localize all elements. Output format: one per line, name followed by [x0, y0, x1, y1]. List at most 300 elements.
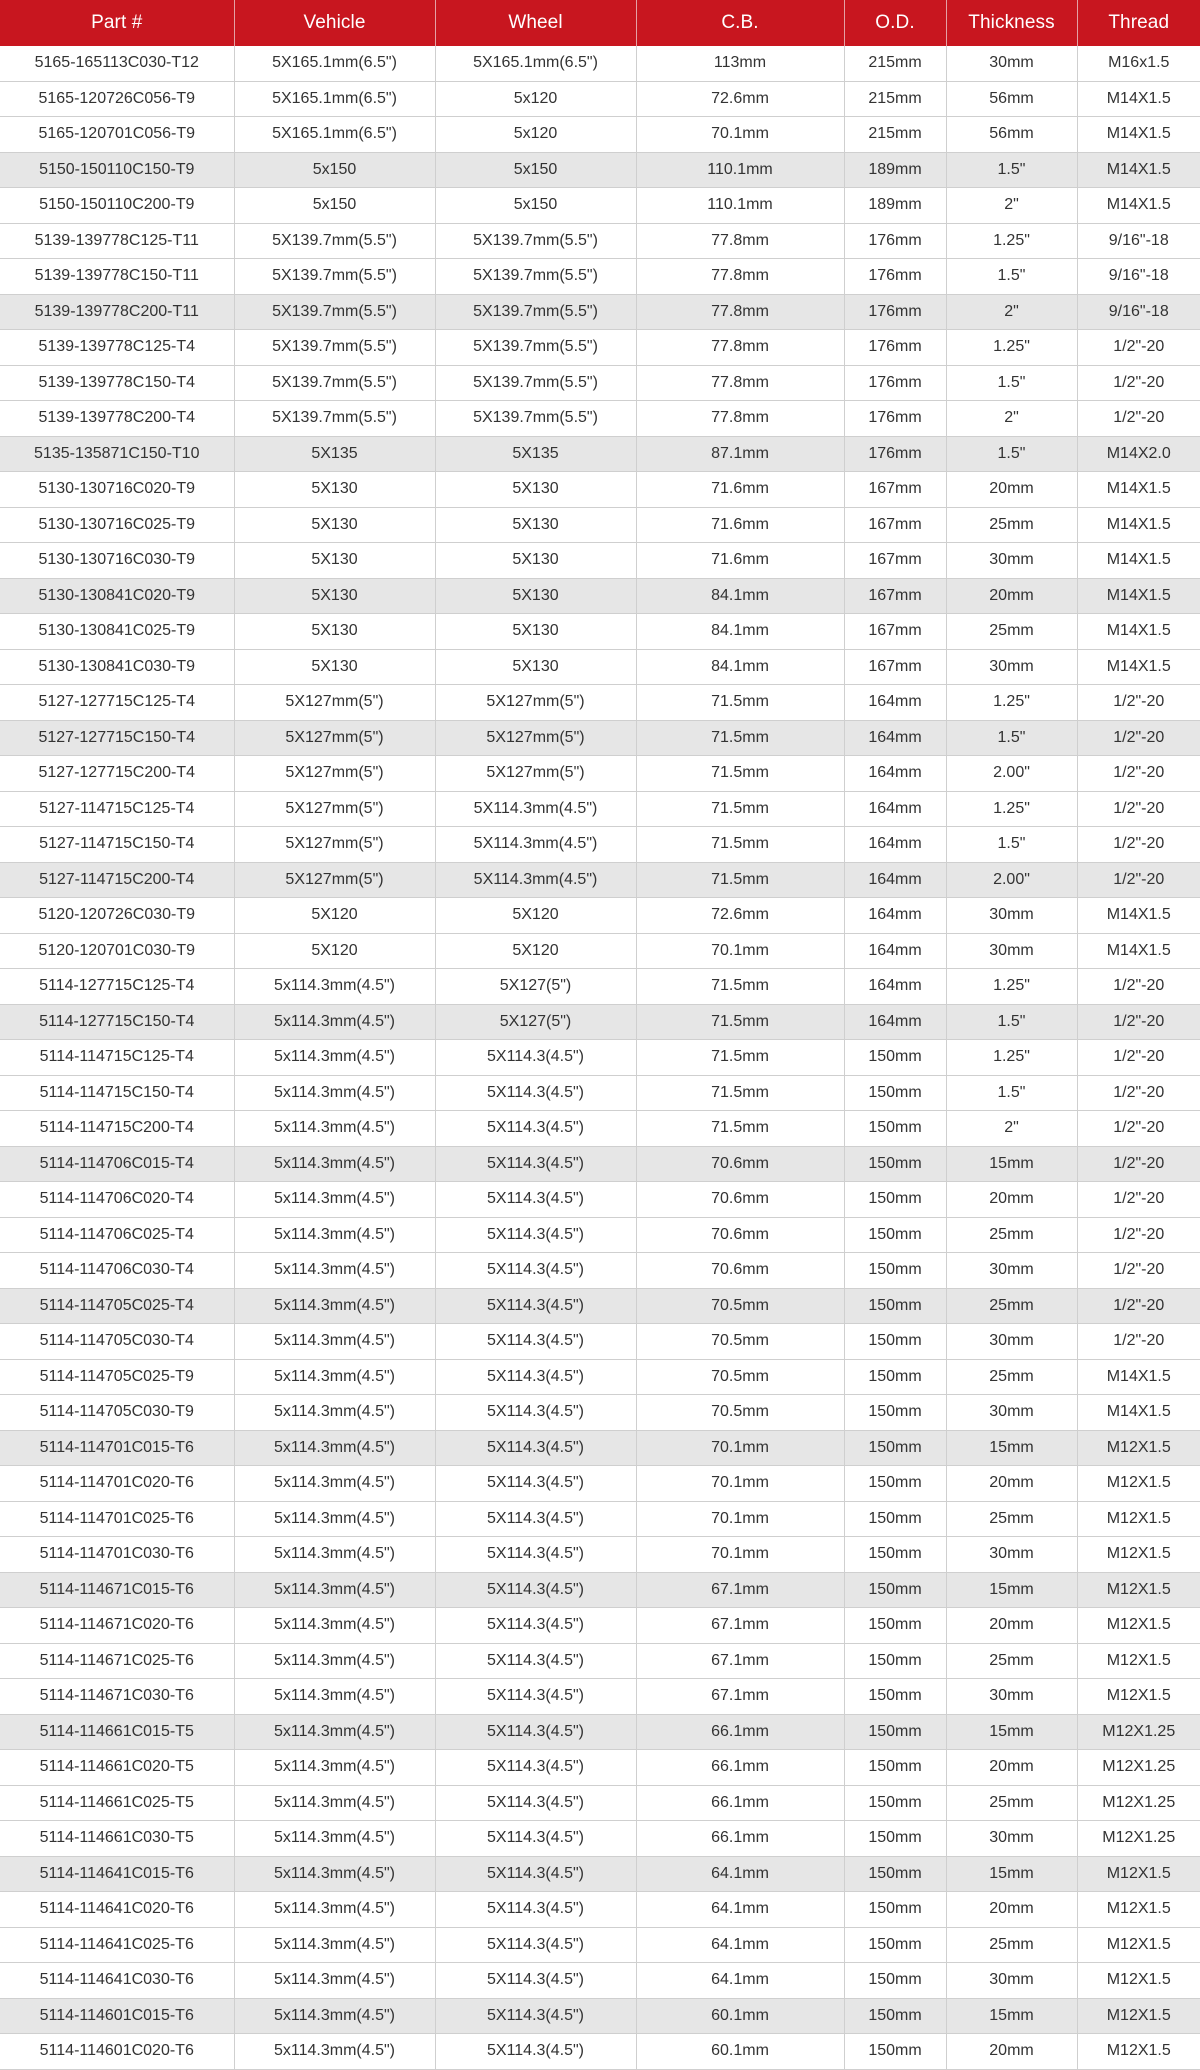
table-row	[0, 330, 1200, 366]
outer-diameter-cell: 167mm	[844, 507, 946, 543]
wheel-cell: 5X139.7mm(5.5")	[435, 223, 636, 259]
thickness-cell: 15mm	[946, 1998, 1077, 2034]
center-bore-cell: 67.1mm	[636, 1572, 844, 1608]
vehicle-cell: 5X127mm(5")	[234, 827, 435, 863]
thread-cell: M12X1.5	[1077, 1927, 1200, 1963]
thickness-cell: 2"	[946, 401, 1077, 437]
vehicle-cell: 5x114.3mm(4.5")	[234, 1182, 435, 1218]
part-number-cell: 5165-120726C056-T9	[0, 81, 234, 117]
thread-cell: 1/2"-20	[1077, 1253, 1200, 1289]
thread-cell: 1/2"-20	[1077, 756, 1200, 792]
outer-diameter-cell: 215mm	[844, 46, 946, 81]
center-bore-cell: 67.1mm	[636, 1608, 844, 1644]
thickness-cell: 15mm	[946, 1714, 1077, 1750]
center-bore-cell: 70.5mm	[636, 1324, 844, 1360]
part-number-cell: 5130-130841C030-T9	[0, 649, 234, 685]
column-header-wheel: Wheel	[435, 0, 636, 46]
vehicle-cell: 5x114.3mm(4.5")	[234, 1324, 435, 1360]
wheel-cell: 5X114.3(4.5")	[435, 1963, 636, 1999]
thread-cell: 1/2"-20	[1077, 1288, 1200, 1324]
table-body	[0, 46, 1200, 2069]
part-number-cell: 5114-114641C015-T6	[0, 1856, 234, 1892]
thread-cell: 1/2"-20	[1077, 1217, 1200, 1253]
thread-cell: 1/2"-20	[1077, 685, 1200, 721]
vehicle-cell: 5X130	[234, 472, 435, 508]
part-number-cell: 5127-114715C150-T4	[0, 827, 234, 863]
part-number-cell: 5139-139778C125-T4	[0, 330, 234, 366]
part-number-cell: 5114-114715C125-T4	[0, 1040, 234, 1076]
thickness-cell: 1.5"	[946, 1004, 1077, 1040]
outer-diameter-cell: 189mm	[844, 188, 946, 224]
thickness-cell: 56mm	[946, 117, 1077, 153]
table-row	[0, 685, 1200, 721]
thread-cell: M14X1.5	[1077, 578, 1200, 614]
thickness-cell: 1.5"	[946, 827, 1077, 863]
wheel-cell: 5X127(5")	[435, 969, 636, 1005]
vehicle-cell: 5x114.3mm(4.5")	[234, 1643, 435, 1679]
table-row	[0, 1040, 1200, 1076]
vehicle-cell: 5X130	[234, 614, 435, 650]
thread-cell: 1/2"-20	[1077, 862, 1200, 898]
thread-cell: M12X1.5	[1077, 1856, 1200, 1892]
table-row	[0, 578, 1200, 614]
vehicle-cell: 5x150	[234, 188, 435, 224]
table-row	[0, 1998, 1200, 2034]
thread-cell: 1/2"-20	[1077, 1040, 1200, 1076]
outer-diameter-cell: 150mm	[844, 1395, 946, 1431]
table-row	[0, 1395, 1200, 1431]
thickness-cell: 30mm	[946, 1821, 1077, 1857]
outer-diameter-cell: 150mm	[844, 1217, 946, 1253]
center-bore-cell: 70.1mm	[636, 117, 844, 153]
center-bore-cell: 64.1mm	[636, 1892, 844, 1928]
wheel-cell: 5X114.3(4.5")	[435, 1643, 636, 1679]
table-row	[0, 1217, 1200, 1253]
wheel-cell: 5X114.3(4.5")	[435, 1359, 636, 1395]
column-header-part-number: Part #	[0, 0, 234, 46]
outer-diameter-cell: 150mm	[844, 1288, 946, 1324]
vehicle-cell: 5x114.3mm(4.5")	[234, 1430, 435, 1466]
thread-cell: M12X1.5	[1077, 1501, 1200, 1537]
thread-cell: M12X1.5	[1077, 1998, 1200, 2034]
center-bore-cell: 60.1mm	[636, 2034, 844, 2070]
thread-cell: M14X1.5	[1077, 649, 1200, 685]
wheel-cell: 5X127(5")	[435, 1004, 636, 1040]
thread-cell: M12X1.5	[1077, 1572, 1200, 1608]
outer-diameter-cell: 167mm	[844, 649, 946, 685]
wheel-cell: 5X120	[435, 898, 636, 934]
thread-cell: M14X1.5	[1077, 933, 1200, 969]
part-number-cell: 5114-114601C020-T6	[0, 2034, 234, 2070]
wheel-cell: 5X127mm(5")	[435, 756, 636, 792]
outer-diameter-cell: 150mm	[844, 1537, 946, 1573]
thread-cell: M14X1.5	[1077, 507, 1200, 543]
wheel-cell: 5X114.3(4.5")	[435, 1679, 636, 1715]
thickness-cell: 20mm	[946, 1182, 1077, 1218]
table-row	[0, 188, 1200, 224]
outer-diameter-cell: 167mm	[844, 543, 946, 579]
vehicle-cell: 5x114.3mm(4.5")	[234, 1821, 435, 1857]
outer-diameter-cell: 164mm	[844, 969, 946, 1005]
vehicle-cell: 5X127mm(5")	[234, 720, 435, 756]
outer-diameter-cell: 150mm	[844, 1892, 946, 1928]
thread-cell: 1/2"-20	[1077, 330, 1200, 366]
center-bore-cell: 70.5mm	[636, 1395, 844, 1431]
thickness-cell: 20mm	[946, 1750, 1077, 1786]
part-number-cell: 5139-139778C200-T11	[0, 294, 234, 330]
center-bore-cell: 66.1mm	[636, 1714, 844, 1750]
vehicle-cell: 5x114.3mm(4.5")	[234, 1998, 435, 2034]
thickness-cell: 1.5"	[946, 436, 1077, 472]
vehicle-cell: 5X135	[234, 436, 435, 472]
outer-diameter-cell: 167mm	[844, 472, 946, 508]
wheel-cell: 5x150	[435, 152, 636, 188]
vehicle-cell: 5x114.3mm(4.5")	[234, 1927, 435, 1963]
vehicle-cell: 5x114.3mm(4.5")	[234, 1075, 435, 1111]
table-row	[0, 1324, 1200, 1360]
wheel-cell: 5X114.3(4.5")	[435, 1856, 636, 1892]
table-row	[0, 117, 1200, 153]
vehicle-cell: 5X130	[234, 649, 435, 685]
thread-cell: 1/2"-20	[1077, 401, 1200, 437]
part-number-cell: 5114-114661C015-T5	[0, 1714, 234, 1750]
vehicle-cell: 5x114.3mm(4.5")	[234, 1359, 435, 1395]
thread-cell: M12X1.25	[1077, 1785, 1200, 1821]
table-row	[0, 152, 1200, 188]
thickness-cell: 2"	[946, 294, 1077, 330]
table-row	[0, 969, 1200, 1005]
table-row	[0, 436, 1200, 472]
outer-diameter-cell: 176mm	[844, 259, 946, 295]
part-number-cell: 5114-114715C150-T4	[0, 1075, 234, 1111]
center-bore-cell: 71.5mm	[636, 1004, 844, 1040]
wheel-cell: 5X114.3(4.5")	[435, 1430, 636, 1466]
outer-diameter-cell: 215mm	[844, 117, 946, 153]
thread-cell: 1/2"-20	[1077, 1075, 1200, 1111]
outer-diameter-cell: 164mm	[844, 1004, 946, 1040]
part-number-cell: 5114-114715C200-T4	[0, 1111, 234, 1147]
center-bore-cell: 71.5mm	[636, 1075, 844, 1111]
outer-diameter-cell: 189mm	[844, 152, 946, 188]
outer-diameter-cell: 150mm	[844, 1466, 946, 1502]
vehicle-cell: 5X120	[234, 898, 435, 934]
part-number-cell: 5114-114661C030-T5	[0, 1821, 234, 1857]
part-number-cell: 5127-127715C125-T4	[0, 685, 234, 721]
table-row	[0, 1927, 1200, 1963]
thread-cell: 1/2"-20	[1077, 1146, 1200, 1182]
thread-cell: 1/2"-20	[1077, 827, 1200, 863]
part-number-cell: 5114-114701C030-T6	[0, 1537, 234, 1573]
table-row	[0, 1075, 1200, 1111]
outer-diameter-cell: 164mm	[844, 862, 946, 898]
wheel-cell: 5X114.3(4.5")	[435, 1608, 636, 1644]
center-bore-cell: 70.6mm	[636, 1217, 844, 1253]
vehicle-cell: 5X139.7mm(5.5")	[234, 259, 435, 295]
thread-cell: M14X1.5	[1077, 188, 1200, 224]
wheel-cell: 5X130	[435, 649, 636, 685]
thickness-cell: 30mm	[946, 1963, 1077, 1999]
thread-cell: M12X1.5	[1077, 1466, 1200, 1502]
wheel-cell: 5X114.3(4.5")	[435, 1501, 636, 1537]
center-bore-cell: 66.1mm	[636, 1750, 844, 1786]
wheel-cell: 5X114.3mm(4.5")	[435, 827, 636, 863]
part-number-cell: 5139-139778C150-T11	[0, 259, 234, 295]
center-bore-cell: 77.8mm	[636, 330, 844, 366]
table-row	[0, 1821, 1200, 1857]
part-number-cell: 5114-114705C025-T4	[0, 1288, 234, 1324]
wheel-cell: 5X114.3(4.5")	[435, 1892, 636, 1928]
outer-diameter-cell: 150mm	[844, 1927, 946, 1963]
center-bore-cell: 60.1mm	[636, 1998, 844, 2034]
table-row	[0, 791, 1200, 827]
table-row	[0, 720, 1200, 756]
wheel-cell: 5X130	[435, 507, 636, 543]
outer-diameter-cell: 164mm	[844, 685, 946, 721]
part-number-cell: 5114-114701C025-T6	[0, 1501, 234, 1537]
center-bore-cell: 70.1mm	[636, 1466, 844, 1502]
table-header	[0, 0, 1200, 46]
thread-cell: M14X1.5	[1077, 152, 1200, 188]
part-number-cell: 5139-139778C150-T4	[0, 365, 234, 401]
column-header-center-bore: C.B.	[636, 0, 844, 46]
wheel-cell: 5X114.3(4.5")	[435, 1075, 636, 1111]
thickness-cell: 1.5"	[946, 1075, 1077, 1111]
thickness-cell: 20mm	[946, 2034, 1077, 2070]
part-number-cell: 5114-127715C125-T4	[0, 969, 234, 1005]
vehicle-cell: 5x114.3mm(4.5")	[234, 1253, 435, 1289]
table-row	[0, 365, 1200, 401]
center-bore-cell: 71.5mm	[636, 685, 844, 721]
part-number-cell: 5114-114705C025-T9	[0, 1359, 234, 1395]
wheel-cell: 5X114.3(4.5")	[435, 1785, 636, 1821]
center-bore-cell: 84.1mm	[636, 614, 844, 650]
table-row	[0, 614, 1200, 650]
outer-diameter-cell: 176mm	[844, 436, 946, 472]
table-row	[0, 1537, 1200, 1573]
center-bore-cell: 70.5mm	[636, 1288, 844, 1324]
thread-cell: M12X1.5	[1077, 1608, 1200, 1644]
part-number-cell: 5114-114671C015-T6	[0, 1572, 234, 1608]
outer-diameter-cell: 150mm	[844, 1679, 946, 1715]
part-number-cell: 5130-130716C030-T9	[0, 543, 234, 579]
center-bore-cell: 77.8mm	[636, 401, 844, 437]
wheel-cell: 5X139.7mm(5.5")	[435, 294, 636, 330]
table-row	[0, 259, 1200, 295]
vehicle-cell: 5X127mm(5")	[234, 862, 435, 898]
part-number-cell: 5130-130716C020-T9	[0, 472, 234, 508]
thickness-cell: 15mm	[946, 1856, 1077, 1892]
center-bore-cell: 71.6mm	[636, 543, 844, 579]
thread-cell: M14X1.5	[1077, 81, 1200, 117]
part-number-cell: 5114-114706C015-T4	[0, 1146, 234, 1182]
thread-cell: M12X1.5	[1077, 2034, 1200, 2070]
header-row	[0, 0, 1200, 46]
thickness-cell: 30mm	[946, 1679, 1077, 1715]
thickness-cell: 30mm	[946, 1395, 1077, 1431]
thickness-cell: 25mm	[946, 1927, 1077, 1963]
thread-cell: 1/2"-20	[1077, 1182, 1200, 1218]
thickness-cell: 25mm	[946, 1501, 1077, 1537]
thickness-cell: 25mm	[946, 1288, 1077, 1324]
center-bore-cell: 71.5mm	[636, 862, 844, 898]
part-number-cell: 5114-114671C025-T6	[0, 1643, 234, 1679]
vehicle-cell: 5X130	[234, 578, 435, 614]
outer-diameter-cell: 176mm	[844, 330, 946, 366]
thickness-cell: 1.25"	[946, 969, 1077, 1005]
thickness-cell: 30mm	[946, 46, 1077, 81]
center-bore-cell: 64.1mm	[636, 1963, 844, 1999]
table-row	[0, 543, 1200, 579]
wheel-cell: 5X135	[435, 436, 636, 472]
table-row	[0, 1146, 1200, 1182]
part-number-cell: 5120-120726C030-T9	[0, 898, 234, 934]
thread-cell: 9/16"-18	[1077, 294, 1200, 330]
thread-cell: M14X1.5	[1077, 898, 1200, 934]
thickness-cell: 1.25"	[946, 223, 1077, 259]
wheel-cell: 5X114.3(4.5")	[435, 1111, 636, 1147]
wheel-cell: 5X139.7mm(5.5")	[435, 365, 636, 401]
thickness-cell: 30mm	[946, 1324, 1077, 1360]
part-number-cell: 5165-120701C056-T9	[0, 117, 234, 153]
part-number-cell: 5114-114601C015-T6	[0, 1998, 234, 2034]
thickness-cell: 20mm	[946, 1466, 1077, 1502]
thickness-cell: 1.25"	[946, 330, 1077, 366]
part-number-cell: 5127-127715C150-T4	[0, 720, 234, 756]
column-header-outer-diameter: O.D.	[844, 0, 946, 46]
vehicle-cell: 5x114.3mm(4.5")	[234, 1714, 435, 1750]
part-number-cell: 5114-114671C030-T6	[0, 1679, 234, 1715]
center-bore-cell: 64.1mm	[636, 1927, 844, 1963]
thread-cell: M14X1.5	[1077, 1359, 1200, 1395]
part-number-cell: 5114-114706C025-T4	[0, 1217, 234, 1253]
table-row	[0, 294, 1200, 330]
center-bore-cell: 67.1mm	[636, 1679, 844, 1715]
vehicle-cell: 5x114.3mm(4.5")	[234, 1856, 435, 1892]
vehicle-cell: 5x114.3mm(4.5")	[234, 1004, 435, 1040]
thickness-cell: 25mm	[946, 507, 1077, 543]
thread-cell: 1/2"-20	[1077, 1111, 1200, 1147]
thickness-cell: 2.00"	[946, 862, 1077, 898]
center-bore-cell: 71.5mm	[636, 1111, 844, 1147]
outer-diameter-cell: 150mm	[844, 1750, 946, 1786]
center-bore-cell: 71.5mm	[636, 756, 844, 792]
thickness-cell: 1.5"	[946, 259, 1077, 295]
thread-cell: M12X1.5	[1077, 1963, 1200, 1999]
vehicle-cell: 5x114.3mm(4.5")	[234, 1501, 435, 1537]
thread-cell: M14X2.0	[1077, 436, 1200, 472]
thread-cell: 9/16"-18	[1077, 223, 1200, 259]
thickness-cell: 2"	[946, 188, 1077, 224]
part-number-cell: 5114-127715C150-T4	[0, 1004, 234, 1040]
outer-diameter-cell: 176mm	[844, 365, 946, 401]
outer-diameter-cell: 150mm	[844, 1075, 946, 1111]
wheel-cell: 5x120	[435, 81, 636, 117]
thread-cell: 9/16"-18	[1077, 259, 1200, 295]
outer-diameter-cell: 150mm	[844, 1040, 946, 1076]
outer-diameter-cell: 150mm	[844, 1856, 946, 1892]
part-number-cell: 5114-114705C030-T9	[0, 1395, 234, 1431]
outer-diameter-cell: 150mm	[844, 1111, 946, 1147]
center-bore-cell: 87.1mm	[636, 436, 844, 472]
vehicle-cell: 5X165.1mm(6.5")	[234, 117, 435, 153]
outer-diameter-cell: 150mm	[844, 1359, 946, 1395]
thread-cell: 1/2"-20	[1077, 969, 1200, 1005]
vehicle-cell: 5X139.7mm(5.5")	[234, 223, 435, 259]
table-row	[0, 1466, 1200, 1502]
thread-cell: M14X1.5	[1077, 614, 1200, 650]
wheel-cell: 5X114.3(4.5")	[435, 1537, 636, 1573]
vehicle-cell: 5X139.7mm(5.5")	[234, 401, 435, 437]
thickness-cell: 30mm	[946, 898, 1077, 934]
center-bore-cell: 110.1mm	[636, 188, 844, 224]
vehicle-cell: 5x114.3mm(4.5")	[234, 2034, 435, 2070]
center-bore-cell: 77.8mm	[636, 365, 844, 401]
thickness-cell: 30mm	[946, 1253, 1077, 1289]
wheel-cell: 5X139.7mm(5.5")	[435, 401, 636, 437]
outer-diameter-cell: 167mm	[844, 578, 946, 614]
part-number-cell: 5120-120701C030-T9	[0, 933, 234, 969]
thickness-cell: 56mm	[946, 81, 1077, 117]
vehicle-cell: 5X139.7mm(5.5")	[234, 365, 435, 401]
thread-cell: M12X1.5	[1077, 1643, 1200, 1679]
center-bore-cell: 70.6mm	[636, 1182, 844, 1218]
wheel-cell: 5X165.1mm(6.5")	[435, 46, 636, 81]
wheel-cell: 5X130	[435, 543, 636, 579]
center-bore-cell: 66.1mm	[636, 1785, 844, 1821]
table-row	[0, 649, 1200, 685]
part-number-cell: 5127-114715C200-T4	[0, 862, 234, 898]
outer-diameter-cell: 150mm	[844, 1146, 946, 1182]
center-bore-cell: 70.6mm	[636, 1253, 844, 1289]
table-row	[0, 933, 1200, 969]
wheel-cell: 5X130	[435, 614, 636, 650]
part-number-cell: 5150-150110C150-T9	[0, 152, 234, 188]
part-number-cell: 5114-114706C020-T4	[0, 1182, 234, 1218]
thickness-cell: 25mm	[946, 1359, 1077, 1395]
wheel-cell: 5X114.3(4.5")	[435, 1395, 636, 1431]
thickness-cell: 1.25"	[946, 1040, 1077, 1076]
thread-cell: 1/2"-20	[1077, 791, 1200, 827]
wheel-cell: 5X114.3(4.5")	[435, 1253, 636, 1289]
outer-diameter-cell: 164mm	[844, 827, 946, 863]
part-number-cell: 5130-130716C025-T9	[0, 507, 234, 543]
thread-cell: 1/2"-20	[1077, 365, 1200, 401]
vehicle-cell: 5x114.3mm(4.5")	[234, 1785, 435, 1821]
thread-cell: M16x1.5	[1077, 46, 1200, 81]
thickness-cell: 1.25"	[946, 685, 1077, 721]
vehicle-cell: 5X130	[234, 543, 435, 579]
table-row	[0, 1856, 1200, 1892]
table-row	[0, 1182, 1200, 1218]
table-row	[0, 827, 1200, 863]
thickness-cell: 1.5"	[946, 720, 1077, 756]
vehicle-cell: 5x114.3mm(4.5")	[234, 1395, 435, 1431]
outer-diameter-cell: 164mm	[844, 791, 946, 827]
wheel-cell: 5x120	[435, 117, 636, 153]
thread-cell: M14X1.5	[1077, 543, 1200, 579]
thickness-cell: 20mm	[946, 472, 1077, 508]
thickness-cell: 20mm	[946, 1892, 1077, 1928]
thread-cell: 1/2"-20	[1077, 720, 1200, 756]
part-number-cell: 5114-114701C020-T6	[0, 1466, 234, 1502]
table-row	[0, 1572, 1200, 1608]
center-bore-cell: 70.1mm	[636, 1537, 844, 1573]
part-number-cell: 5114-114661C020-T5	[0, 1750, 234, 1786]
thickness-cell: 2.00"	[946, 756, 1077, 792]
vehicle-cell: 5x114.3mm(4.5")	[234, 1217, 435, 1253]
outer-diameter-cell: 150mm	[844, 1998, 946, 2034]
outer-diameter-cell: 164mm	[844, 898, 946, 934]
